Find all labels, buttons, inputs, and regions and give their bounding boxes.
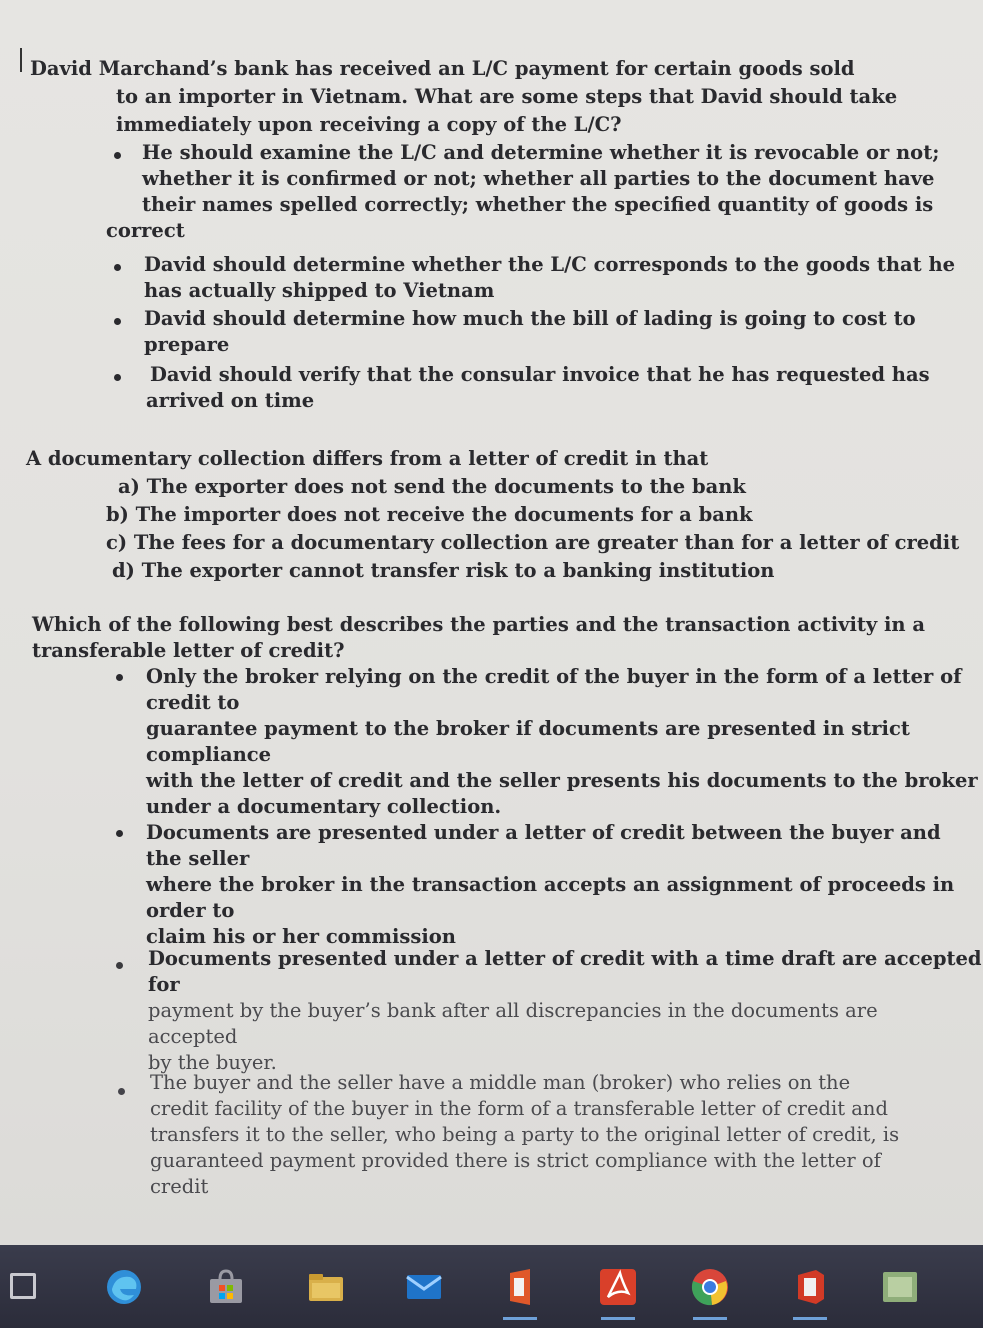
bullet-dot [116,674,123,681]
q3-opt1-line-6: under a documentary collection. [146,795,502,818]
q3-stem-line-1: Which of the following best describes the parties and the transaction activity in a [32,613,925,636]
active-app-indicator [693,1317,727,1320]
q3-opt1-line-2: credit to [146,691,240,714]
office-icon[interactable] [500,1267,540,1307]
q1-opt1-line-1: He should examine the L/C and determine whether it is revocable or not; [142,141,940,164]
active-app-indicator [601,1317,635,1320]
q3-opt4-line-5: credit [150,1175,209,1198]
store-icon[interactable] [206,1267,246,1307]
q3-opt3-line-1: Documents presented under a letter of credit with a time draft are accepted [148,947,982,970]
q3-opt2-line-2: the seller [146,847,250,870]
bullet-dot [114,374,121,381]
q1-opt3-line-2: prepare [144,333,230,356]
q3-opt4-line-2: credit facility of the buyer in the form of a transferable letter of credit and [150,1097,888,1120]
q1-stem-line-2: to an importer in Vietnam. What are some steps that David should take [116,85,898,108]
q2-opt-b: b) The importer does not receive the documents for a bank [106,503,753,526]
q1-opt3-line-1: David should determine how much the bill of lading is going to cost to [144,307,916,330]
bullet-dot [116,830,123,837]
active-app-indicator [503,1317,537,1320]
q3-opt2-line-5: claim his or her commission [146,925,456,948]
bullet-dot [114,152,121,159]
q1-opt1-line-4: correct [106,219,185,242]
q3-opt2-line-1: Documents are presented under a letter of credit between the buyer and [146,821,941,844]
q2-opt-c: c) The fees for a documentary collection are greater than for a letter of credit [106,531,960,554]
q3-opt1-line-1: Only the broker relying on the credit of the buyer in the form of a letter of [146,665,962,688]
q3-opt1-line-5: with the letter of credit and the seller presents his documents to the broker [146,769,978,792]
q3-opt3-line-2: for [148,973,180,996]
active-app-indicator [793,1317,827,1320]
q3-opt3-line-4: accepted [148,1025,238,1048]
q1-stem-line-3: immediately upon receiving a copy of the L/C? [116,113,622,136]
q1-opt1-line-3: their names spelled correctly; whether the specified quantity of goods is [142,193,934,216]
app-icon[interactable] [880,1267,920,1307]
q2-opt-a: a) The exporter does not send the documents to the bank [118,475,746,498]
office-hub-icon[interactable] [790,1267,830,1307]
q3-opt4-line-3: transfers it to the seller, who being a party to the original letter of credit, is [150,1123,900,1146]
q3-opt4-line-4: guaranteed payment provided there is strict compliance with the letter of [150,1149,881,1172]
q1-stem-line-1: David Marchand’s bank has received an L/C payment for certain goods sold [30,57,855,80]
chrome-icon[interactable] [690,1267,730,1307]
q3-opt3-line-5: by the buyer. [148,1051,277,1074]
bullet-dot [114,264,121,271]
task-view-icon[interactable] [10,1273,36,1299]
q1-opt4-line-1: David should verify that the consular invoice that he has requested has [150,363,930,386]
q2-stem-line-1: A documentary collection differs from a letter of credit in that [26,447,709,470]
edge-icon[interactable] [104,1267,144,1307]
q3-opt1-line-3: guarantee payment to the broker if documents are presented in strict [146,717,910,740]
mail-icon[interactable] [404,1267,444,1307]
file-explorer-icon[interactable] [306,1267,346,1307]
q2-opt-d: d) The exporter cannot transfer risk to a banking institution [112,559,775,582]
acrobat-icon[interactable] [598,1267,638,1307]
bullet-dot [116,962,123,969]
q3-opt2-line-3: where the broker in the transaction accepts an assignment of proceeds in [146,873,955,896]
taskbar [0,1245,983,1328]
q3-opt1-line-4: compliance [146,743,272,766]
q3-opt4-line-1: The buyer and the seller have a middle man (broker) who relies on the [150,1071,851,1094]
q1-opt1-line-2: whether it is confirmed or not; whether all parties to the document have [142,167,935,190]
q1-opt2-line-2: has actually shipped to Vietnam [144,279,495,302]
q1-opt2-line-1: David should determine whether the L/C corresponds to the goods that he [144,253,956,276]
q3-opt3-line-3: payment by the buyer’s bank after all discrepancies in the documents are [148,999,878,1022]
q3-stem-line-2: transferable letter of credit? [32,639,345,662]
q1-opt4-line-2: arrived on time [146,389,315,412]
bullet-dot [118,1088,125,1095]
bullet-dot [114,318,121,325]
text-cursor [20,48,22,72]
q3-opt2-line-4: order to [146,899,235,922]
